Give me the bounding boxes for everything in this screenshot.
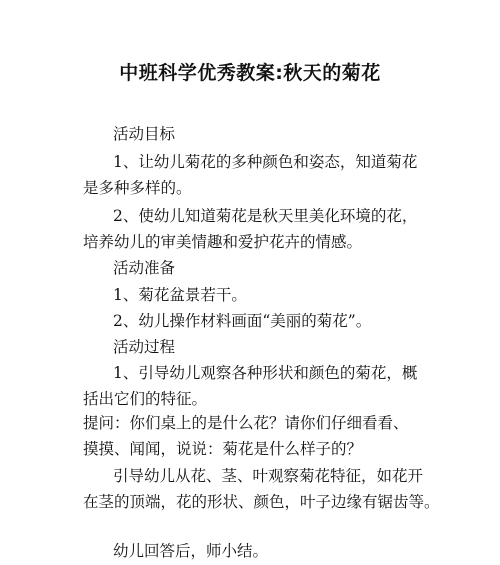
paragraph-line: 2、使幼儿知道菊花是秋天里美化环境的花， bbox=[113, 207, 418, 225]
section-heading-process: 活动过程 bbox=[113, 338, 176, 356]
paragraph-line: 1、菊花盆景若干。 bbox=[113, 286, 247, 304]
paragraph-line: 是多种多样的。 bbox=[83, 179, 192, 197]
paragraph-line: 2、幼儿操作材料画面“美丽的菊花”。 bbox=[113, 312, 372, 330]
paragraph-line: 提问：你们桌上的是什么花？请你们仔细看看、 bbox=[83, 414, 409, 432]
paragraph-line: 摸摸、闻闻，说说：菊花是什么样子的？ bbox=[83, 440, 363, 458]
paragraph-line: 括出它们的特征。 bbox=[83, 390, 208, 408]
paragraph-line: 1、引导幼儿观察各种形状和颜色的菊花，概 bbox=[113, 364, 418, 382]
paragraph-line: 1、让幼儿菊花的多种颜色和姿态，知道菊花 bbox=[113, 153, 418, 171]
section-heading-goals: 活动目标 bbox=[113, 125, 176, 143]
section-heading-preparation: 活动准备 bbox=[113, 259, 176, 277]
paragraph-line: 引导幼儿从花、茎、叶观察菊花特征，如花开 bbox=[113, 467, 424, 485]
paragraph-line: 培养幼儿的审美情趣和爱护花卉的情感。 bbox=[83, 233, 363, 251]
paragraph-line: 幼儿回答后，师小结。 bbox=[113, 542, 269, 560]
document-title: 中班科学优秀教案:秋天的菊花 bbox=[119, 62, 381, 84]
paragraph-line: 在茎的顶端，花的形状、颜色，叶子边缘有锯齿等。 bbox=[83, 493, 440, 511]
